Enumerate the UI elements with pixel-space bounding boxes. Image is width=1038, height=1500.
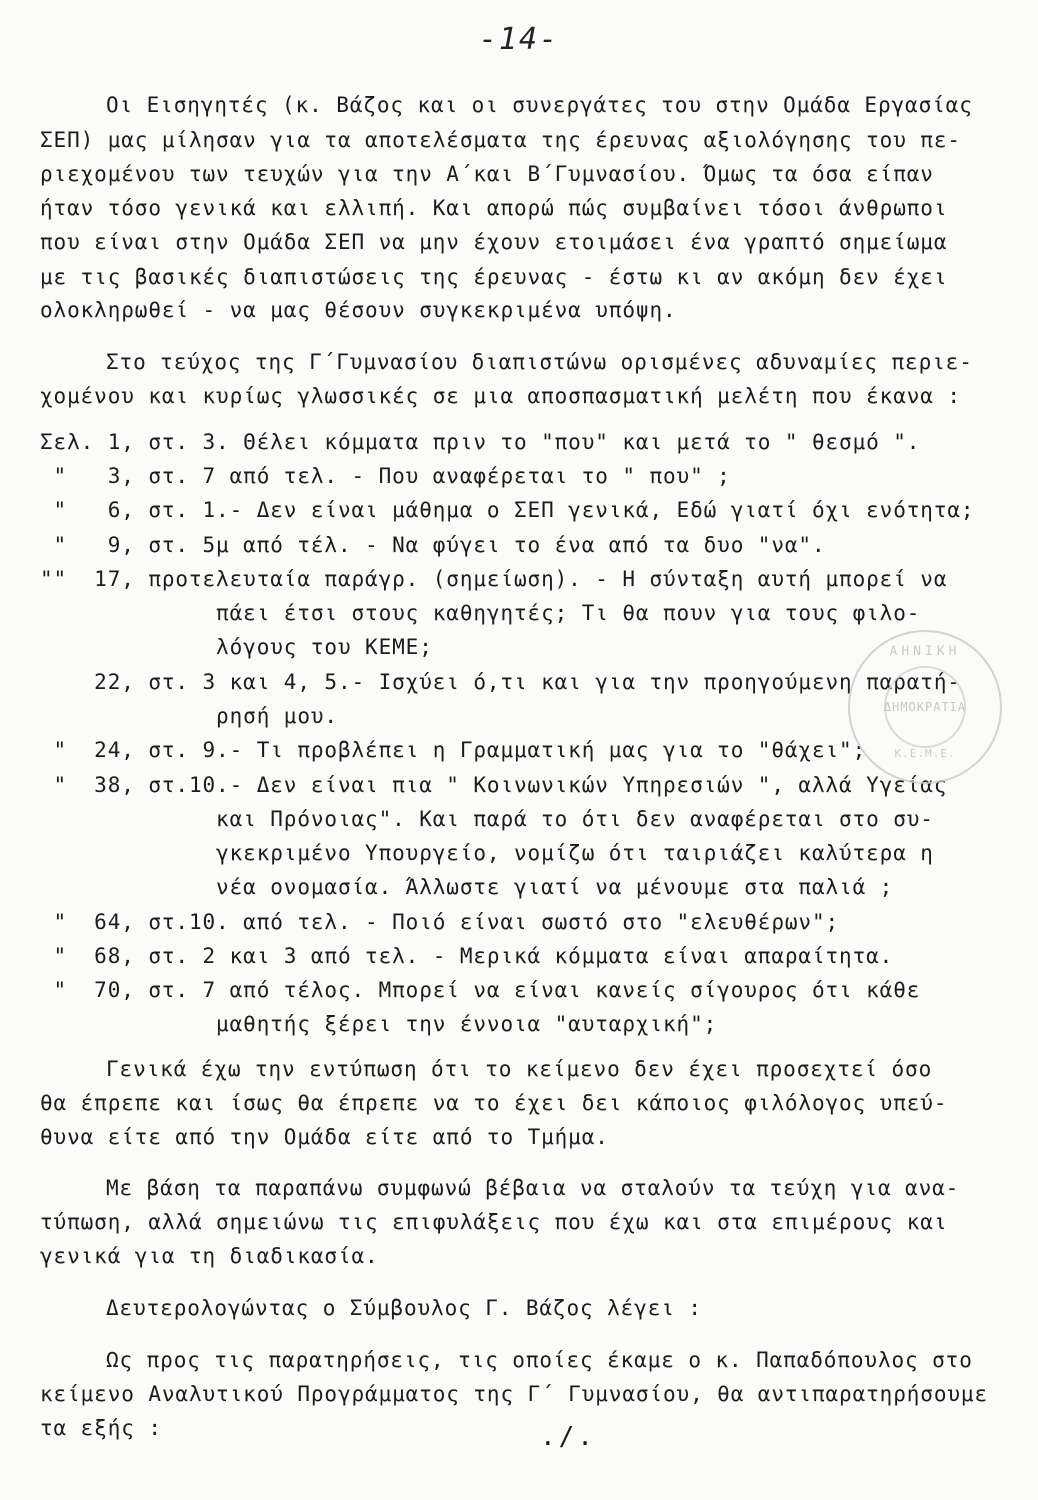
remark-line: " 70, στ. 7 από τέλος. Μπορεί να είναι κανείς σίγουρος ότι κάθε	[40, 978, 921, 1002]
paragraph-line: θυνα είτε από την Ομάδα είτε από το Τμήμα.	[40, 1125, 609, 1149]
remark-line: και Πρόνοιας". Και παρά το ότι δεν αναφέρεται στο συ-	[40, 807, 934, 831]
remark-line: Σελ. 1, στ. 3. Θέλει κόμματα πριν το "που" και μετά το " θεσμό ".	[40, 430, 921, 454]
remark-line: " 38, στ.10.- Δεν είναι πια " Κοινωνικών Υπηρεσιών ", αλλά Υγείας	[40, 773, 948, 797]
remark-line: " 68, στ. 2 και 3 από τελ. - Μερικά κόμματα είναι απαραίτητα.	[40, 944, 894, 968]
paragraph-line: κείμενο Αναλυτικού Προγράμματος της Γ΄ Γυμνασίου, θα αντιπαρατηρήσουμε	[40, 1382, 989, 1406]
remark-line: μαθητής ξέρει την έννοια "αυταρχική";	[40, 1012, 718, 1036]
stamp-center: ΔΗΜΟΚΡΑΤΙΑ	[884, 666, 966, 748]
paragraph-line: Δευτερολογώντας ο Σύμβουλος Γ. Βάζος λέγει :	[106, 1296, 702, 1320]
remark-line: ρησή μου.	[40, 704, 338, 728]
remark-line: " 9, στ. 5μ από τέλ. - Να φύγει το ένα από τα δυο "να".	[40, 533, 826, 557]
paragraph-line: τα εξής :	[40, 1416, 162, 1440]
remark-line: πάει έτσι στους καθηγητές; Τι θα πουν για τους φιλο-	[40, 601, 921, 625]
paragraph-line: χομένου και κυρίως γλωσσικές σε μια αποσπασματική μελέτη που έκανα :	[40, 384, 961, 408]
paragraph-line: ΣΕΠ) μας μίλησαν για τα αποτελέσματα της έρευνας αξιολόγησης του πε-	[40, 128, 961, 152]
paragraph-line: με τις βασικές διαπιστώσεις της έρευνας - έστω κι αν ακόμη δεν έχει	[40, 265, 948, 289]
paragraph-line: τύπωση, αλλά σημειώνω τις επιφυλάξεις που έχω και στα επιμέρους και	[40, 1210, 948, 1234]
remark-line: γκεκριμένο Υπουργείο, νομίζω ότι ταιριάζει καλύτερα η	[40, 841, 934, 865]
remark-line: " 64, στ.10. από τελ. - Ποιό είναι σωστό στο "ελευθέρων";	[40, 910, 840, 934]
stamp-bottom-text: Κ.Ε.Μ.Ε.	[894, 747, 956, 760]
paragraph-line: γενικά για τη διαδικασία.	[40, 1244, 379, 1268]
paragraph-line: Ως προς τις παρατηρήσεις, τις οποίες έκαμε ο κ. Παπαδόπουλος στο	[106, 1348, 973, 1372]
stamp-top-text: ΑΗΝΙΚΗ	[889, 644, 961, 659]
paragraph-line: Γενικά έχω την εντύπωση ότι το κείμενο δεν έχει προσεχτεί όσο	[106, 1057, 933, 1081]
continuation-mark: ./.	[540, 1422, 596, 1452]
remark-line: " 6, στ. 1.- Δεν είναι μάθημα ο ΣΕΠ γενικά, Εδώ γιατί όχι ενότητα;	[40, 498, 975, 522]
remark-line: λόγους του ΚΕΜΕ;	[40, 635, 433, 659]
remark-line: νέα ονομασία. Άλλωστε γιατί να μένουμε στα παλιά ;	[40, 875, 894, 899]
paragraph-line: που είναι στην Ομάδα ΣΕΠ να μην έχουν ετοιμάσει ένα γραπτό σημείωμα	[40, 230, 948, 254]
remark-line: "" 17, προτελευταία παράγρ. (σημείωση). - Η σύνταξη αυτή μπορεί να	[40, 567, 948, 591]
paragraph-line: ριεχομένου των τευχών για την Α΄και Β΄Γυμνασίου. Όμως τα όσα είπαν	[40, 162, 934, 186]
paragraph-line: Οι Εισηγητές (κ. Βάζος και οι συνεργάτες του στην Ομάδα Εργασίας	[106, 93, 973, 117]
paragraph-line: Με βάση τα παραπάνω συμφωνώ βέβαια να σταλούν τα τεύχη για ανα-	[106, 1176, 960, 1200]
paragraph-line: ήταν τόσο γενικά και ελλιπή. Και απορώ πώς συμβαίνει τόσοι άνθρωποι	[40, 196, 948, 220]
paragraph-line: θα έπρεπε και ίσως θα έπρεπε να το έχει δει κάποιος φιλόλογος υπεύ-	[40, 1091, 948, 1115]
paragraph-line: Στο τεύχος της Γ΄Γυμνασίου διαπιστώνω ορισμένες αδυναμίες περιε-	[106, 350, 973, 374]
paragraph-line: ολοκληρωθεί - να μας θέσουν συγκεκριμένα υπόψη.	[40, 298, 677, 322]
page-number: -14-	[478, 22, 560, 57]
remark-line: 22, στ. 3 και 4, 5.- Ισχύει ό,τι και για την προηγούμενη παρατή-	[40, 670, 961, 694]
official-stamp	[848, 630, 1002, 784]
remark-line: " 24, στ. 9.- Τι προβλέπει η Γραμματική μας για το "θάχει";	[40, 738, 867, 762]
remark-line: " 3, στ. 7 από τελ. - Που αναφέρεται το " που" ;	[40, 464, 731, 488]
